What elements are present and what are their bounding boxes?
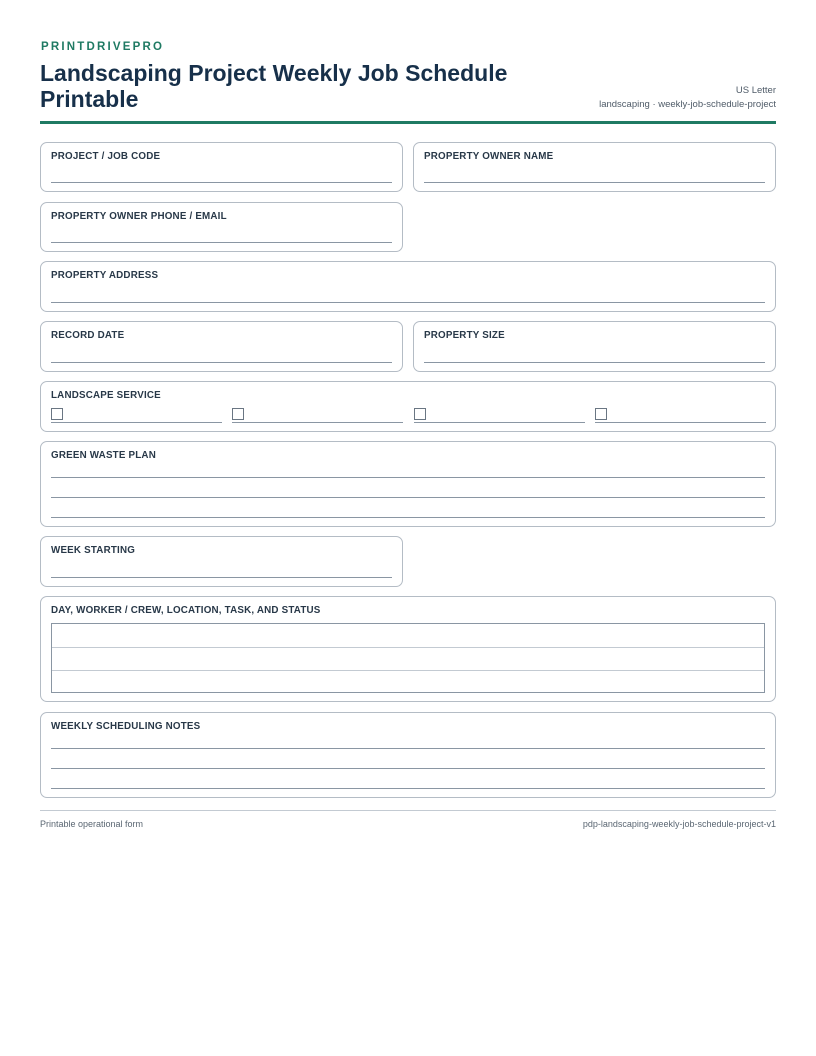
green-waste-line[interactable]: [51, 517, 765, 518]
table-row-divider: [52, 670, 764, 671]
landscape-service-field: [40, 381, 776, 432]
service-option-3[interactable]: [414, 407, 585, 423]
schedule-table-field: [40, 596, 776, 702]
owner-name-line[interactable]: [424, 182, 765, 183]
schedule-table: [51, 623, 765, 693]
owner-contact-label: PROPERTY OWNER PHONE / EMAIL: [51, 211, 227, 222]
page-title: Landscaping Project Weekly Job Schedule Printable: [40, 60, 508, 112]
footer-divider: [40, 810, 776, 811]
service-option-1[interactable]: [51, 407, 222, 423]
project-code-label: PROJECT / JOB CODE: [51, 151, 161, 162]
week-starting-line[interactable]: [51, 577, 392, 578]
checkbox[interactable]: [232, 408, 244, 420]
notes-line[interactable]: [51, 748, 765, 749]
document-tags: landscaping · weekly-job-schedule-project: [599, 98, 776, 110]
owner-contact-line[interactable]: [51, 242, 392, 243]
weekly-notes-label: WEEKLY SCHEDULING NOTES: [51, 721, 201, 732]
property-address-line[interactable]: [51, 302, 765, 303]
notes-line[interactable]: [51, 788, 765, 789]
checkbox[interactable]: [595, 408, 607, 420]
service-option-line[interactable]: [595, 422, 766, 423]
service-option-line[interactable]: [232, 422, 403, 423]
property-address-label: PROPERTY ADDRESS: [51, 270, 159, 281]
checkbox[interactable]: [414, 408, 426, 420]
form-id: pdp-landscaping-weekly-job-schedule-project-v1: [582, 819, 776, 829]
table-row-divider: [52, 647, 764, 648]
property-size-field[interactable]: [413, 321, 776, 372]
notes-line[interactable]: [51, 768, 765, 769]
brand-logo-text: PRINTDRIVEPRO: [41, 41, 165, 53]
green-waste-line[interactable]: [51, 497, 765, 498]
record-date-field[interactable]: [40, 321, 403, 372]
property-size-label: PROPERTY SIZE: [424, 330, 505, 341]
paper-size-label: US Letter: [735, 85, 776, 96]
service-option-line[interactable]: [414, 422, 585, 423]
owner-name-field[interactable]: [413, 142, 776, 192]
footer-caption: Printable operational form: [40, 819, 144, 829]
green-waste-plan-label: GREEN WASTE PLAN: [51, 450, 156, 461]
property-address-field[interactable]: [40, 261, 776, 312]
document-meta: [599, 84, 776, 111]
service-option-line[interactable]: [51, 422, 222, 423]
checkbox[interactable]: [51, 408, 63, 420]
record-date-label: RECORD DATE: [51, 330, 125, 341]
project-code-field[interactable]: [40, 142, 403, 192]
schedule-table-label: DAY, WORKER / CREW, LOCATION, TASK, AND STATUS: [51, 605, 321, 616]
green-waste-plan-field[interactable]: [40, 441, 776, 527]
header: [40, 40, 776, 126]
service-option-2[interactable]: [232, 407, 403, 423]
week-starting-label: WEEK STARTING: [51, 545, 136, 556]
week-starting-field[interactable]: [40, 536, 403, 587]
service-option-4[interactable]: [595, 407, 766, 423]
weekly-notes-field[interactable]: [40, 712, 776, 798]
form-page: [40, 40, 776, 126]
landscape-service-label: LANDSCAPE SERVICE: [51, 390, 161, 401]
property-size-line[interactable]: [424, 362, 765, 363]
record-date-line[interactable]: [51, 362, 392, 363]
header-divider: [40, 121, 776, 124]
owner-contact-field[interactable]: [40, 202, 403, 252]
project-code-line[interactable]: [51, 182, 392, 183]
green-waste-line[interactable]: [51, 477, 765, 478]
owner-name-label: PROPERTY OWNER NAME: [424, 151, 554, 162]
